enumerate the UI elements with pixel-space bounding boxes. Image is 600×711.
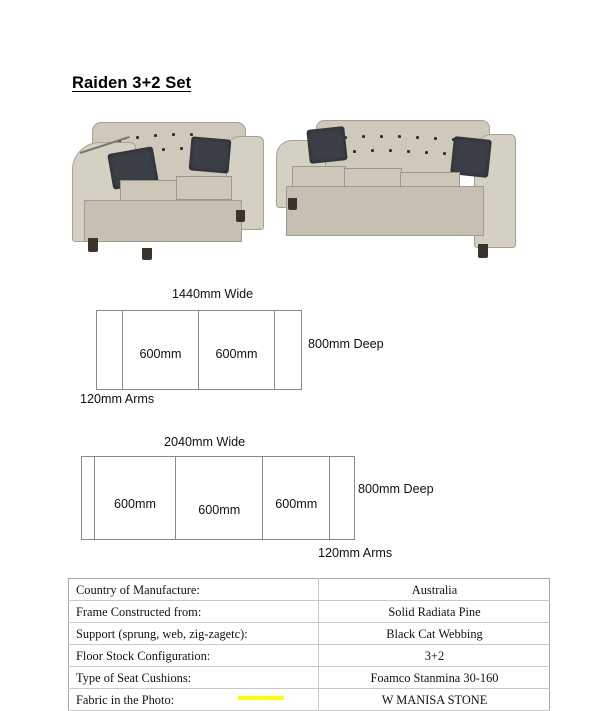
spec-label: Floor Stock Configuration: xyxy=(69,645,319,667)
tuft-button xyxy=(389,149,392,152)
sofa-leg xyxy=(288,198,297,210)
page-title: Raiden 3+2 Set xyxy=(72,74,192,92)
two-seater-sofa-illustration xyxy=(62,110,274,262)
two-seater-plan-rect xyxy=(96,310,302,390)
tuft-button xyxy=(416,136,419,139)
three-seater-plan-rect xyxy=(81,456,355,540)
specification-table xyxy=(68,578,550,711)
scatter-cushion xyxy=(306,126,347,164)
two-seater-arm-cell-right xyxy=(275,311,301,389)
sofa-base xyxy=(286,186,484,236)
table-row xyxy=(69,579,550,601)
tuft-button xyxy=(425,151,428,154)
two-seater-arms-label: 120mm Arms xyxy=(80,392,155,406)
spec-value: 3+2 xyxy=(319,645,550,667)
sofa-leg xyxy=(478,244,488,258)
table-row xyxy=(69,623,550,645)
three-seater-seat-cell-3: 600mm xyxy=(263,457,330,539)
sofa-leg xyxy=(88,238,98,252)
three-seater-sofa-illustration xyxy=(266,106,522,262)
seat-cushion xyxy=(176,176,232,200)
tuft-button xyxy=(398,135,401,138)
spec-label: Type of Seat Cushions: xyxy=(69,667,319,689)
tuft-button xyxy=(353,150,356,153)
scatter-cushion xyxy=(189,136,232,173)
table-row xyxy=(69,645,550,667)
spec-label: Country of Manufacture: xyxy=(69,579,319,601)
tuft-button xyxy=(154,134,157,137)
spec-value: W MANISA STONE xyxy=(319,689,550,711)
tuft-button xyxy=(190,133,193,136)
three-seater-arm-cell-right xyxy=(330,457,354,539)
three-seater-arms-label: 120mm Arms xyxy=(318,546,393,560)
two-seater-seat-cell-1: 600mm xyxy=(123,311,199,389)
tuft-button xyxy=(180,147,183,150)
three-seater-arm-cell-left xyxy=(82,457,95,539)
three-seater-seat-cell-2: 600mm xyxy=(176,457,263,539)
spec-value: Solid Radiata Pine xyxy=(319,601,550,623)
two-seater-width-label: 1440mm Wide xyxy=(172,287,254,301)
tuft-button xyxy=(434,137,437,140)
highlight-marker xyxy=(238,696,284,700)
three-seater-depth-label: 800mm Deep xyxy=(358,482,434,496)
spec-label: Support (sprung, web, zig-zagetc): xyxy=(69,623,319,645)
product-photo xyxy=(62,106,522,266)
spec-label: Fabric in the Photo: xyxy=(69,689,319,711)
tuft-button xyxy=(362,135,365,138)
spec-value: Black Cat Webbing xyxy=(319,623,550,645)
tuft-button xyxy=(407,150,410,153)
spec-value: Foamco Stanmina 30-160 xyxy=(319,667,550,689)
spec-value: Australia xyxy=(319,579,550,601)
sofa-leg xyxy=(142,248,152,260)
two-seater-depth-label: 800mm Deep xyxy=(308,337,384,351)
tuft-button xyxy=(443,152,446,155)
three-seater-width-label: 2040mm Wide xyxy=(164,435,246,449)
three-seater-seat-cell-1: 600mm xyxy=(95,457,176,539)
tuft-button xyxy=(172,133,175,136)
spec-label: Frame Constructed from: xyxy=(69,601,319,623)
two-seater-arm-cell-left xyxy=(97,311,123,389)
tuft-button xyxy=(371,149,374,152)
sofa-base xyxy=(84,200,242,242)
tuft-button xyxy=(380,135,383,138)
tuft-button xyxy=(136,136,139,139)
sofa-leg xyxy=(236,210,245,222)
tuft-button xyxy=(162,148,165,151)
table-row xyxy=(69,601,550,623)
two-seater-seat-cell-2: 600mm xyxy=(199,311,275,389)
table-row xyxy=(69,667,550,689)
